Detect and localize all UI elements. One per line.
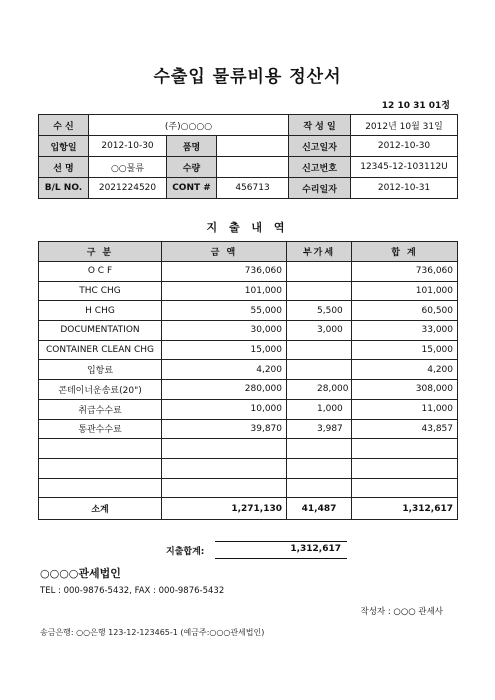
cell-vat xyxy=(287,262,352,282)
cell-vat: 1,000 xyxy=(287,399,352,419)
info-row-recipient xyxy=(39,115,458,136)
value-vessel-name: ○○물류 xyxy=(89,157,167,178)
document-title: 수출입 물류비용 정산서 xyxy=(153,67,342,87)
value-acceptance-date: 2012-10-31 xyxy=(351,178,458,199)
cell-category xyxy=(39,478,162,498)
info-table xyxy=(38,114,458,199)
value-arrival-date: 2012-10-30 xyxy=(89,136,167,157)
cell-category: 취급수수료 xyxy=(39,399,162,419)
cell-amount: 736,060 xyxy=(162,262,287,282)
cell-total xyxy=(352,458,458,478)
column-header-total: 합 계 xyxy=(352,242,458,262)
table-row xyxy=(39,321,458,341)
cell-category: 통관수수료 xyxy=(39,419,162,439)
cell-amount: 15,000 xyxy=(162,340,287,360)
cell-category: H CHG xyxy=(39,301,162,321)
subtotal-category: 소계 xyxy=(39,498,162,520)
document-author: 작성자 : ○○○ 관세사 xyxy=(360,607,443,617)
cell-vat xyxy=(287,458,352,478)
cell-category xyxy=(39,439,162,459)
column-header-vat: 부가세 xyxy=(287,242,352,262)
cell-category: O C F xyxy=(39,262,162,282)
cell-total: 736,060 xyxy=(352,262,458,282)
cell-total: 101,000 xyxy=(352,281,458,301)
table-row xyxy=(39,340,458,360)
cell-vat: 3,000 xyxy=(287,321,352,341)
cell-amount xyxy=(162,439,287,459)
cell-vat: 5,500 xyxy=(287,301,352,321)
company-name: ○○○○관세법인 xyxy=(40,567,121,580)
cell-amount: 280,000 xyxy=(162,380,287,400)
label-bl-no: B/L NO. xyxy=(39,178,89,199)
cell-total xyxy=(352,478,458,498)
cell-vat xyxy=(287,360,352,380)
cell-vat xyxy=(287,478,352,498)
value-created-date: 2012년 10월 31일 xyxy=(351,115,458,136)
label-item-name: 품명 xyxy=(167,136,217,157)
grand-total-label: 지출합계: xyxy=(166,547,205,557)
value-declaration-date: 2012-10-30 xyxy=(351,136,458,157)
value-bl-no: 2021224520 xyxy=(89,178,167,199)
subtotal-vat: 41,487 xyxy=(287,498,352,520)
cell-vat xyxy=(287,439,352,459)
cell-amount: 101,000 xyxy=(162,281,287,301)
label-created-date: 작 성 일 xyxy=(289,115,351,136)
value-recipient: (주)○○○○ xyxy=(89,115,289,136)
cell-total: 4,200 xyxy=(352,360,458,380)
company-contact: TEL : 000-9876-5432, FAX : 000-9876-5432 xyxy=(40,586,225,596)
subtotal-amount: 1,271,130 xyxy=(162,498,287,520)
table-row xyxy=(39,419,458,439)
expenses-header-row xyxy=(39,242,458,262)
cell-amount: 4,200 xyxy=(162,360,287,380)
cell-category: 콘테이너운송료(20") xyxy=(39,380,162,400)
cell-category: DOCUMENTATION xyxy=(39,321,162,341)
value-container-no: 456713 xyxy=(217,178,289,199)
cell-total xyxy=(352,439,458,459)
label-declaration-date: 신고일자 xyxy=(289,136,351,157)
cell-total: 33,000 xyxy=(352,321,458,341)
cell-total: 60,500 xyxy=(352,301,458,321)
label-acceptance-date: 수리일자 xyxy=(289,178,351,199)
info-row-vessel xyxy=(39,157,458,178)
cell-category: CONTAINER CLEAN CHG xyxy=(39,340,162,360)
info-row-bl xyxy=(39,178,458,199)
bank-info: 송금은행: ○○은행 123-12-123465-1 (예금주:○○○관세법인) xyxy=(40,628,265,637)
table-row xyxy=(39,439,458,459)
label-container-no: CONT # xyxy=(167,178,217,199)
cell-total: 15,000 xyxy=(352,340,458,360)
table-row xyxy=(39,301,458,321)
table-row xyxy=(39,399,458,419)
subtotal-row xyxy=(39,498,458,520)
cell-vat: 28,000 xyxy=(287,380,352,400)
label-vessel-name: 선 명 xyxy=(39,157,89,178)
cell-total: 43,857 xyxy=(352,419,458,439)
cell-total: 11,000 xyxy=(352,399,458,419)
label-arrival-date: 입항일 xyxy=(39,136,89,157)
cell-category xyxy=(39,458,162,478)
cell-amount: 55,000 xyxy=(162,301,287,321)
table-row xyxy=(39,281,458,301)
table-row xyxy=(39,262,458,282)
table-row xyxy=(39,458,458,478)
cell-amount xyxy=(162,458,287,478)
cell-category: THC CHG xyxy=(39,281,162,301)
label-recipient: 수 신 xyxy=(39,115,89,136)
cell-amount: 39,870 xyxy=(162,419,287,439)
cell-vat xyxy=(287,340,352,360)
table-row xyxy=(39,478,458,498)
expenses-subtitle: 지 출 내 역 xyxy=(206,221,289,234)
value-quantity xyxy=(217,157,289,178)
subtotal-total: 1,312,617 xyxy=(352,498,458,520)
cell-vat: 3,987 xyxy=(287,419,352,439)
grand-total-value: 1,312,617 xyxy=(215,541,347,559)
expenses-table xyxy=(38,241,458,520)
column-header-amount: 금 액 xyxy=(162,242,287,262)
label-declaration-number: 신고번호 xyxy=(289,157,351,178)
cell-amount xyxy=(162,478,287,498)
label-quantity: 수량 xyxy=(167,157,217,178)
cell-amount: 30,000 xyxy=(162,321,287,341)
value-declaration-number: 12345-12-103112U xyxy=(351,157,458,178)
cell-total: 308,000 xyxy=(352,380,458,400)
value-item-name xyxy=(217,136,289,157)
cell-amount: 10,000 xyxy=(162,399,287,419)
cell-category: 입항료 xyxy=(39,360,162,380)
cell-vat xyxy=(287,281,352,301)
table-row xyxy=(39,360,458,380)
column-header-category: 구 분 xyxy=(39,242,162,262)
document-number: 12 10 31 01정 xyxy=(381,101,450,111)
info-row-arrival xyxy=(39,136,458,157)
table-row xyxy=(39,380,458,400)
